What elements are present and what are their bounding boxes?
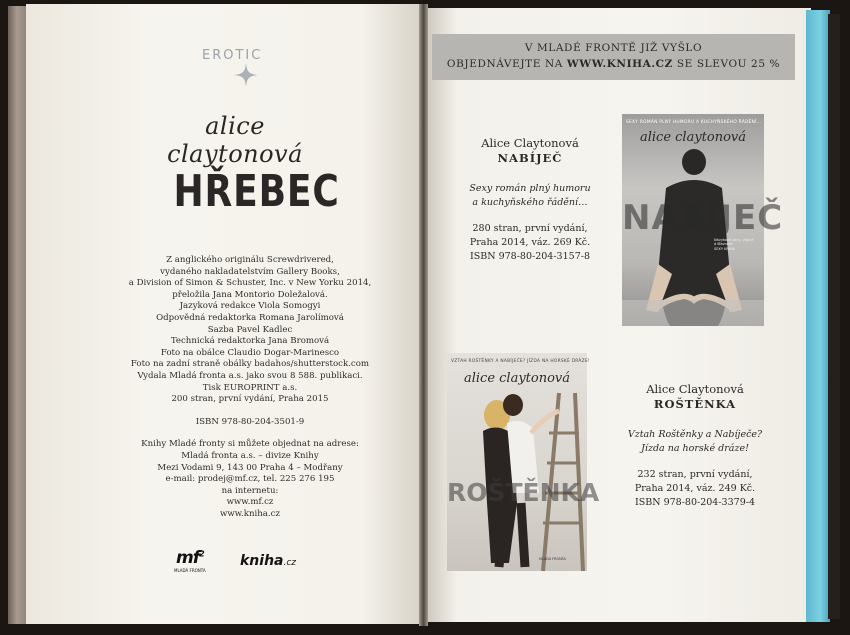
cover-figure-couple [447, 353, 600, 571]
imprint-line: Foto na zadní straně obálky badahos/shutterstock.com [130, 359, 370, 370]
imprint-line: Foto na obálce Claudio Dogar-Marinesco [160, 347, 340, 358]
cover-title: NABÍJEČ [622, 198, 784, 238]
cover-author: alice claytonová [639, 130, 747, 145]
book-info-nabijec [455, 136, 605, 264]
order-line: Mladá fronta a.s. – divize Knihy [181, 450, 319, 461]
cover-publisher: MLADÁ FRONTA [539, 557, 566, 561]
genre-label: EROTIC [202, 48, 263, 63]
book-meta: 232 stran, první vydání, Praha 2014, váz. 249 Kč. ISBN 978-80-204-3379-4 [634, 469, 756, 508]
cover-blurb: Návykově sexy, vtipné a šťavnaté SEXY KNIHA [714, 238, 754, 251]
imprint-line: 200 stran, první vydání, Praha 2015 [171, 394, 329, 405]
book-description: Vztah Roštěnky a Nabíječe? Jízda na horské dráze! [627, 429, 763, 454]
imprint-line: Tisk EUROPRINT a.s. [202, 382, 298, 393]
imprint-line: Odpovědná redaktorka Romana Jarolímová [156, 312, 344, 323]
book-title: HŘEBEC [173, 166, 340, 217]
order-line: e-mail: prodej@mf.cz, tel. 225 276 195 [165, 474, 335, 485]
book-meta: 280 stran, první vydání, Praha 2014, váz. 269 Kč. ISBN 978-80-204-3157-8 [469, 223, 591, 262]
cover-edge-blue [806, 10, 830, 622]
imprint-line: Z anglického originálu Screwdrivered, [166, 255, 334, 265]
imprint-line: Vydala Mladá fronta a.s. jako svou 8 588. publikaci. [137, 370, 363, 381]
cover-tagline: VZTAH ROŠTĚNKY A NABÍJEČE? JÍZDA NA HORSKÉ DRÁZE! [451, 359, 590, 364]
order-line: www.kniha.cz [219, 508, 280, 519]
cover-title: ROŠTĚNKA [447, 478, 600, 507]
order-line: na internetu: [221, 485, 279, 496]
star-icon [233, 62, 259, 88]
order-line: www.mf.cz [226, 497, 274, 508]
kniha-cz-logo: kniha.cz [240, 553, 297, 569]
imprint-line: Sazba Pavel Kadlec [207, 324, 293, 335]
imprint-block [100, 255, 400, 520]
imprint-line: a Division of Simon & Schuster, Inc. v New Yorku 2014, [128, 278, 372, 289]
imprint-line: přeložila Jana Montorio Doležalová. [172, 289, 328, 300]
book-description: Sexy román plný humoru a kuchyňského řádění… [469, 183, 591, 208]
banner-url: WWW.KNIHA.CZ [566, 58, 673, 70]
book-gutter [419, 4, 428, 626]
cover-tagline: SEXY ROMÁN PLNÝ HUMORU A KUCHYŇSKÉHO ŘÁDĚNÍ… [626, 120, 762, 125]
book-cover-nabijec [622, 114, 784, 326]
cover-author: alice claytonová [463, 371, 571, 386]
book-title: NABÍJEČ [497, 151, 563, 165]
isbn: ISBN 978-80-204-3501-9 [195, 416, 305, 427]
imprint-line: Jazyková redakce Viola Somogyi [179, 301, 321, 312]
book-author: alice claytonová [167, 112, 303, 168]
mlada-fronta-logo: $mf^2$ MLADÁ FRONTA [174, 548, 206, 573]
book-title: ROŠTĚNKA [653, 397, 737, 411]
order-line: Knihy Mladé fronty si můžete objednat na adrese: [141, 439, 359, 450]
book-author: Alice Claytonová [481, 136, 579, 150]
book-cover-rostenka [447, 353, 600, 571]
cover-edge-dark [828, 14, 840, 619]
imprint-line: vydaného nakladatelstvím Gallery Books, [160, 266, 340, 277]
banner-line-2: OBJEDNÁVEJTE NA WWW.KNIHA.CZ SE SLEVOU 25 % [446, 58, 781, 70]
order-line: Mezi Vodami 9, 143 00 Praha 4 – Modřany [157, 462, 343, 473]
book-author: Alice Claytonová [646, 382, 744, 396]
banner-line-1: V MLADÉ FRONTĚ JIŽ VYŠLO [524, 42, 703, 54]
promo-banner [432, 34, 795, 80]
book-info-rostenka [610, 382, 780, 510]
imprint-line: Technická redaktorka Jana Bromová [170, 336, 330, 347]
